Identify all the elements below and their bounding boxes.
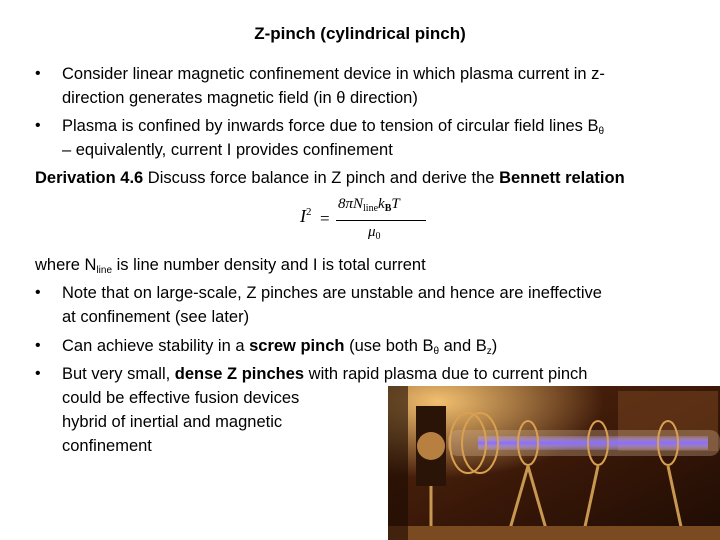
bullet-marker: • bbox=[35, 117, 41, 134]
bullet-5-line-2: could be effective fusion devices bbox=[62, 389, 300, 407]
bullet-4-line-1: Can achieve stability in a screw pinch (use both $B_\theta$ and $B_z$) bbox=[62, 337, 498, 357]
bullet-1-line-1: Consider linear magnetic confinement device in which plasma current in z- bbox=[62, 65, 605, 83]
z-pinch-photo bbox=[388, 386, 720, 540]
dense-z-pinches: dense Z pinches bbox=[174, 365, 305, 383]
bullet-5-line-3: hybrid of inertial and magnetic bbox=[62, 413, 283, 431]
derivation-label: Derivation 4.6 bbox=[35, 169, 144, 187]
fraction-bar bbox=[336, 220, 426, 221]
bullet-3-line-1: Note that on large-scale, Z pinches are unstable and hence are ineffective bbox=[62, 284, 602, 302]
bullet-2-line-2: – equivalently, current I provides confinement bbox=[62, 141, 393, 159]
bennett-equation bbox=[296, 196, 436, 248]
bullet-2-line-1: Plasma is confined by inwards force due to tension of circular field lines $B_\theta$ bbox=[62, 117, 605, 137]
equation-lhs: $I^2$ bbox=[300, 206, 312, 226]
equation-equals: = bbox=[320, 209, 330, 228]
bullet-5-line-1: But very small, dense Z pinches with rapid plasma due to current pinch bbox=[62, 365, 588, 383]
bullet-5-line-4: confinement bbox=[62, 437, 152, 455]
equation-denominator: $\mu_0$ bbox=[368, 224, 381, 242]
derivation-line: Derivation 4.6 Discuss force balance in Z pinch and derive the Bennett relation bbox=[35, 169, 625, 187]
bullet-3-line-2: at confinement (see later) bbox=[62, 308, 250, 326]
bullet-marker: • bbox=[35, 365, 41, 382]
equation-numerator: $8\pi N_{line}k_BT$ bbox=[338, 196, 400, 214]
bullet-marker: • bbox=[35, 337, 41, 354]
screw-pinch: screw pinch bbox=[249, 337, 345, 355]
slide-title: Z-pinch (cylindrical pinch) bbox=[254, 24, 466, 43]
bullet-marker: • bbox=[35, 284, 41, 301]
where-line: where $N_{line}$ is line number density and I is total current bbox=[35, 256, 426, 276]
bullet-1-line-2: direction generates magnetic field (in θ direction) bbox=[62, 89, 418, 107]
bennett-relation: Bennett relation bbox=[499, 169, 625, 187]
bullet-marker: • bbox=[35, 65, 41, 82]
